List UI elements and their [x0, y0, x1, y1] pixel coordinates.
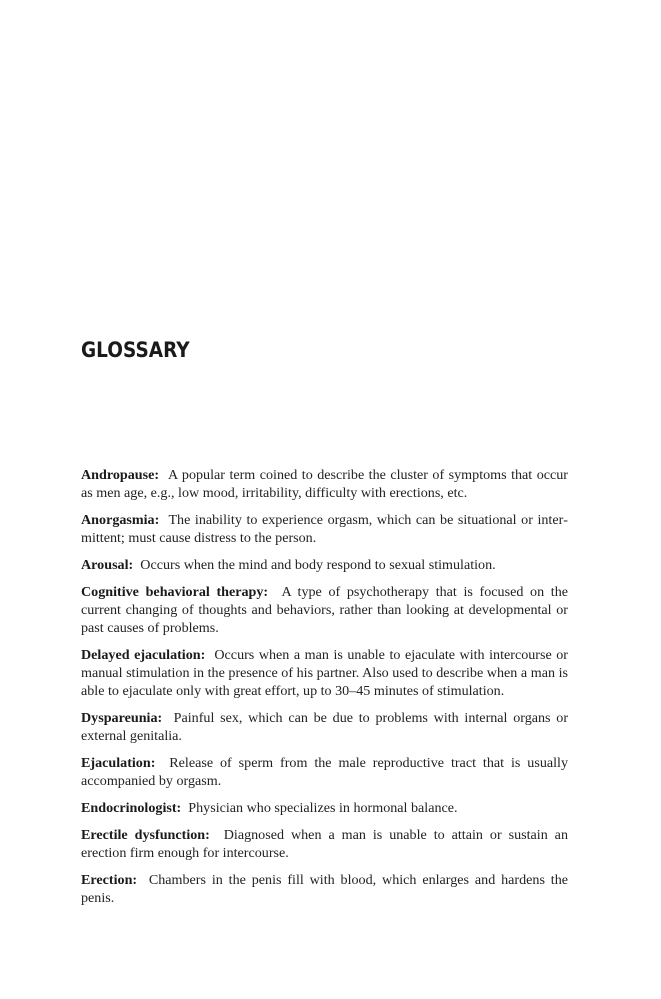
- glossary-definition: A popular term coined to describe the cluster of symptoms that occur as men age, e.g., low mood, irritability, difficulty with erections, etc.: [81, 467, 568, 501]
- glossary-definition: Occurs when a man is unable to ejaculate with intercourse or manual stimulation in the presence of his partner. Also used to describe when a man is able to ejaculate only with great effort, up to 30–45 minutes of stimulation.: [81, 647, 569, 699]
- glossary-definition: The inability to experience orgasm, which can be situational or intermittent; must cause distress to the person.: [81, 512, 568, 546]
- glossary-entry-delayed-ejaculation: [81, 646, 568, 700]
- glossary-definition: A type of psychotherapy that is focused on the current changing of thoughts and behaviors, rather than looking at developmental or past causes of problems.: [81, 584, 569, 636]
- glossary-list: [81, 466, 568, 916]
- glossary-entry-cognitive-behavioral-therapy: [81, 583, 568, 637]
- glossary-entry-andropause: [81, 466, 568, 502]
- glossary-definition: Occurs when the mind and body respond to sexual stimulation.: [140, 557, 496, 573]
- glossary-term: Erection:: [81, 872, 138, 888]
- glossary-entry-dyspareunia: [81, 709, 568, 745]
- glossary-term: Dyspareunia:: [81, 710, 163, 726]
- glossary-entry-ejaculation: [81, 754, 568, 790]
- glossary-term: Anorgasmia:: [81, 512, 160, 528]
- glossary-term: Cognitive behavioral therapy:: [81, 584, 269, 600]
- glossary-definition: Chambers in the penis fill with blood, which enlarges and hardens the penis.: [81, 872, 568, 906]
- glossary-term: Arousal:: [81, 557, 134, 573]
- glossary-entry-erectile-dysfunction: [81, 826, 568, 862]
- glossary-entry-erection: [81, 871, 568, 907]
- glossary-term: Delayed ejaculation:: [81, 647, 206, 663]
- glossary-entry-anorgasmia: [81, 511, 568, 547]
- glossary-entry-arousal: [81, 556, 568, 574]
- glossary-term: Ejaculation:: [81, 755, 156, 771]
- glossary-term: Erectile dysfunction:: [81, 827, 210, 843]
- glossary-term: Endocrinologist:: [81, 800, 182, 816]
- glossary-definition: Painful sex, which can be due to problems with internal organs or external genitalia.: [81, 710, 569, 744]
- glossary-term: Andropause:: [81, 467, 160, 483]
- glossary-definition: Diagnosed when a man is unable to attain or sustain an erection firm enough for intercourse.: [81, 827, 568, 861]
- glossary-entry-endocrinologist: [81, 799, 568, 817]
- glossary-definition: Physician who specializes in hormonal balance.: [188, 800, 458, 816]
- page-title: GLOSSARY: [81, 338, 190, 362]
- glossary-definition: Release of sperm from the male reproductive tract that is usually accompanied by orgasm.: [81, 755, 569, 789]
